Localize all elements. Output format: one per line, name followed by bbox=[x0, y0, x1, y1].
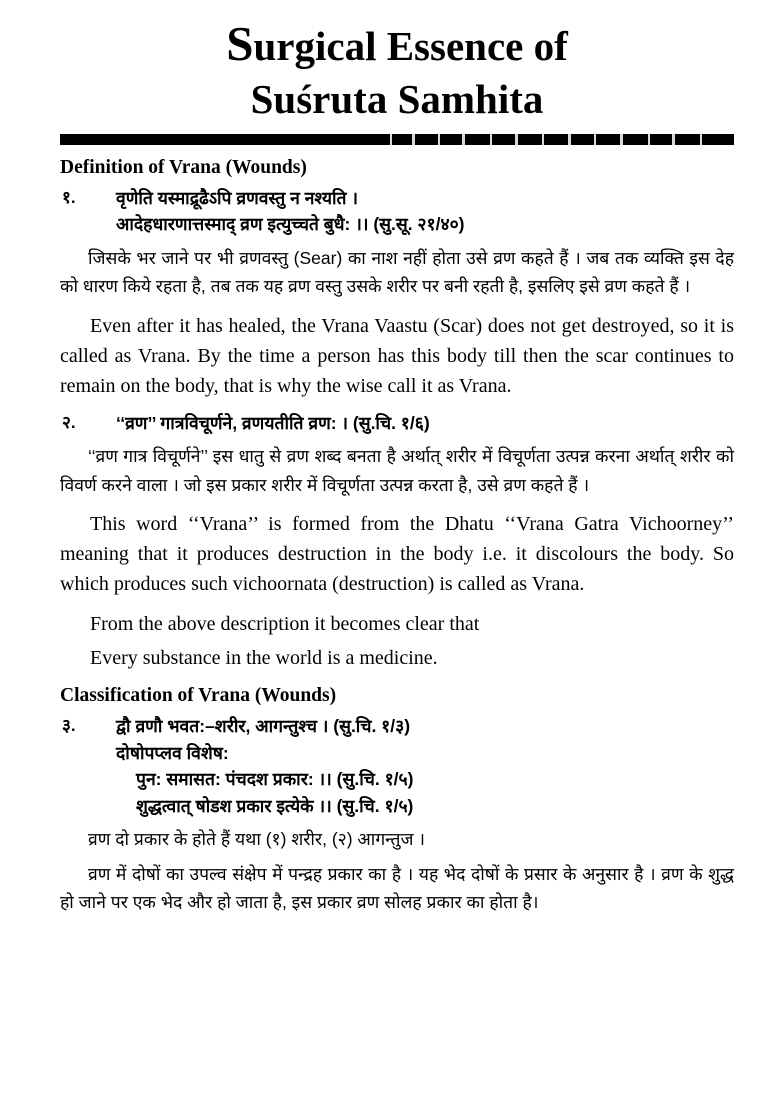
sanskrit-line: वृणेति यस्माद्रूढैऽपि व्रणवस्तु न नश्यति । bbox=[116, 187, 358, 208]
english-paragraph: From the above description it becomes clear that bbox=[90, 612, 480, 635]
hindi-paragraph: जिसके भर जाने पर भी व्रणवस्तु (Sear) का नाश नहीं होता उसे व्रण कहते हैं । जब तक व्यक्ति इस देह को धारण किये रहता है, तब तक यह व्रण वस्तु उसके शरीर पर बनी रहती है, इसलिए इसे व्रण कहते हैं । bbox=[60, 247, 734, 297]
title-line-1 bbox=[60, 14, 734, 74]
sanskrit-line: द्वौ व्रणौ भवत:–शरीर, आगन्तुश्च । (सु.चि. १/३) bbox=[116, 715, 411, 736]
english-paragraph: Even after it has healed, the Vrana Vaastu (Scar) does not get destroyed, so it is called as Vrana. By the time a person has this body till then the scar continues to remain on the body, that is why the wise call it as Vrana. bbox=[60, 314, 734, 397]
sanskrit-line: दोषोपप्लव विशेष: bbox=[116, 742, 229, 763]
title-line-1-rest: urgical Essence of bbox=[253, 23, 568, 69]
english-paragraph: This word ‘‘Vrana’’ is formed from the Dhatu ‘‘Vrana Gatra Vichoorney’’ meaning that it produces destruction in the body i.e. it discolours the body. So which produces such vichoornata (destruction) is called as Vrana. bbox=[60, 512, 734, 595]
title-line-2: Suśruta Samhita bbox=[250, 75, 544, 122]
section-heading: Definition of Vrana (Wounds) bbox=[60, 156, 307, 178]
section-heading: Classification of Vrana (Wounds) bbox=[60, 684, 337, 706]
sutra-number: ३. bbox=[62, 715, 76, 735]
section-classification-of-vrana bbox=[60, 685, 734, 916]
sutra-number: १. bbox=[62, 187, 76, 207]
english-paragraph: Every substance in the world is a medicine. bbox=[90, 646, 438, 669]
hindi-paragraph: व्रण दो प्रकार के होते हैं यथा (१) शरीर, (२) आगन्तुज । bbox=[88, 829, 426, 850]
sutra-item bbox=[60, 410, 734, 437]
sutra-body bbox=[116, 185, 734, 238]
horizontal-rule bbox=[60, 134, 734, 145]
sanskrit-line: पुन: समासत: पंचदश प्रकार: ।। (सु.चि. १/५) bbox=[136, 769, 414, 790]
section-definition-of-vrana bbox=[60, 157, 734, 673]
sutra-body bbox=[116, 410, 734, 437]
sanskrit-line: आदेहधारणात्तस्माद् व्रण इत्युच्चते बुधै: ।। (सु.सू. २१/४०) bbox=[116, 214, 465, 235]
sutra-number: २. bbox=[62, 412, 76, 432]
drop-cap: S bbox=[226, 16, 254, 71]
sanskrit-line: शुद्धत्वात् षोडश प्रकार इत्येके ।। (सु.चि. १/५) bbox=[136, 795, 414, 816]
sutra-body bbox=[116, 713, 734, 819]
sanskrit-line: ‘‘व्रण’’ गात्रविचूर्णने, व्रणयतीति व्रण: । (सु.चि. १/६) bbox=[116, 412, 430, 433]
sutra-item bbox=[60, 713, 734, 819]
page-title bbox=[60, 14, 734, 124]
hindi-paragraph: ‘‘व्रण गात्र विचूर्णने’’ इस धातु से व्रण शब्द बनता है अर्थात् शरीर में विचूर्णता उत्पन्न करना अर्थात् शरीर को विवर्ण करने वाला । जो इस प्रकार शरीर में विचूर्णता उत्पन्न करता है, उसे व्रण कहते हैं । bbox=[60, 446, 734, 495]
sutra-item bbox=[60, 185, 734, 238]
hindi-paragraph: व्रण में दोषों का उपल्व संक्षेप में पन्द्रह प्रकार का है । यह भेद दोषों के प्रसार के अनुसार है । व्रण के शुद्ध हो जाने पर एक भेद और हो जाता है, इस प्रकार व्रण सोलह प्रकार का होता है। bbox=[60, 863, 734, 912]
